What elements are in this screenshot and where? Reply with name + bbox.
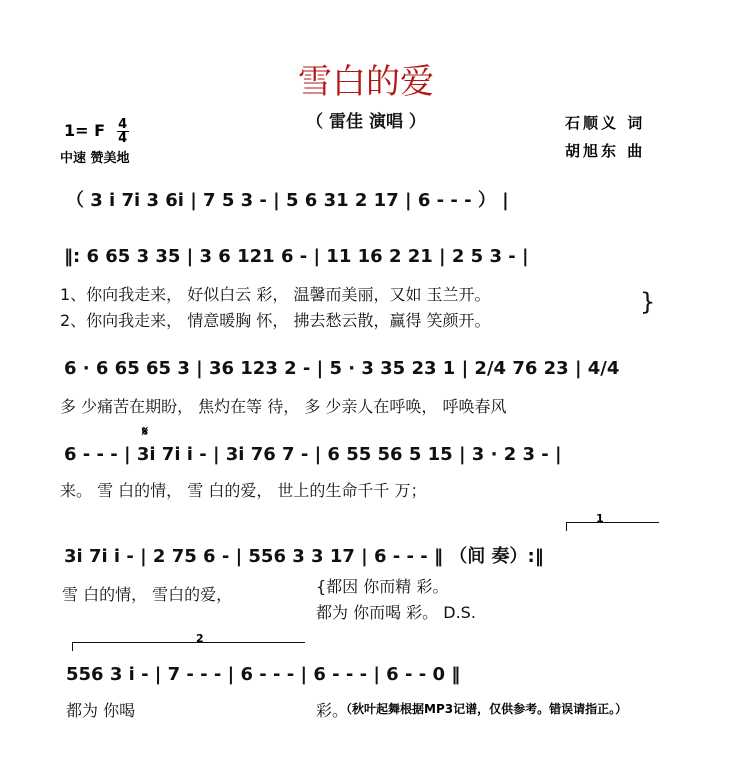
tempo-marking: 中速 赞美地 <box>60 151 130 166</box>
segno-sign: 𝄋 <box>142 424 149 440</box>
time-sig-top: 4 <box>118 117 128 132</box>
second-ending-number: 2 <box>196 632 204 645</box>
transcription-note: （秋叶起舞根据MP3记谱，仅供参考。错误请指正。） <box>340 702 628 716</box>
lyrics-row-6-end: 彩。 <box>316 701 349 720</box>
first-ending-number: 1 <box>596 512 604 525</box>
staff-row-1: （ 3 i 7i 3 6i | 7 5 3 - | 5 6 31 2 17 | 6 - - - ） | <box>66 190 509 211</box>
time-signature <box>117 118 129 145</box>
lyrics-row-3: 多 少痛苦在期盼， 焦灼在等 待， 多 少亲人在呼唤， 呼唤春风 <box>60 397 507 416</box>
staff-row-2: ‖: 6 65 3 35 | 3 6 121 6 - | 11 16 2 21 | 2 5 3 - | <box>64 246 529 267</box>
song-title: 雪白的爱 <box>298 62 434 102</box>
lyrics-row-2-verse-1: 1、你向我走来， 好似白云 彩， 温馨而美丽，又如 玉兰开。 <box>60 285 491 304</box>
staff-row-6: 556 3 i - | 7 - - - | 6 - - - | 6 - - - | 6 - - 0 ‖ <box>66 664 461 685</box>
lyrics-row-2-verse-2: 2、你向我走来， 情意暖胸 怀， 拂去愁云散，赢得 笑颜开。 <box>60 311 491 330</box>
lyrics-row-5-alt-a: {都因 你而精 彩。 <box>316 577 449 596</box>
composer-credit: 胡旭东 曲 <box>565 142 646 160</box>
singer-credit: （ 雷佳 演唱 ） <box>306 112 426 132</box>
staff-row-3: 6 · 6 65 65 3 | 36 123 2 - | 5 · 3 35 23 1 | 2/4 76 23 | 4/4 <box>64 358 620 379</box>
lyrics-row-5-alt-b: 都为 你而喝 彩。 D.S. <box>316 603 476 622</box>
lyrics-row-5: 雪 白的情， 雪白的爱， <box>62 585 233 604</box>
key-label: 1= F <box>64 121 106 140</box>
lyricist-credit: 石顺义 词 <box>565 114 646 132</box>
time-sig-bottom: 4 <box>118 131 128 146</box>
lyrics-row-4: 来。 雪 白的情， 雪 白的爱， 世上的生命千千 万； <box>60 481 427 500</box>
second-ending-bracket <box>72 642 305 651</box>
staff-row-5: 3i 7i i - | 2 75 6 - | 556 3 3 17 | 6 - - - ‖ （间 奏）:‖ <box>64 546 544 567</box>
verse-brace: } <box>640 288 656 316</box>
key-signature <box>64 118 129 145</box>
lyrics-row-6: 都为 你喝 <box>66 701 136 720</box>
first-ending-bracket <box>566 522 659 531</box>
staff-row-4: 6 - - - | 3i 7i i - | 3i 76 7 - | 6 55 56 5 15 | 3 · 2 3 - | <box>64 444 562 465</box>
